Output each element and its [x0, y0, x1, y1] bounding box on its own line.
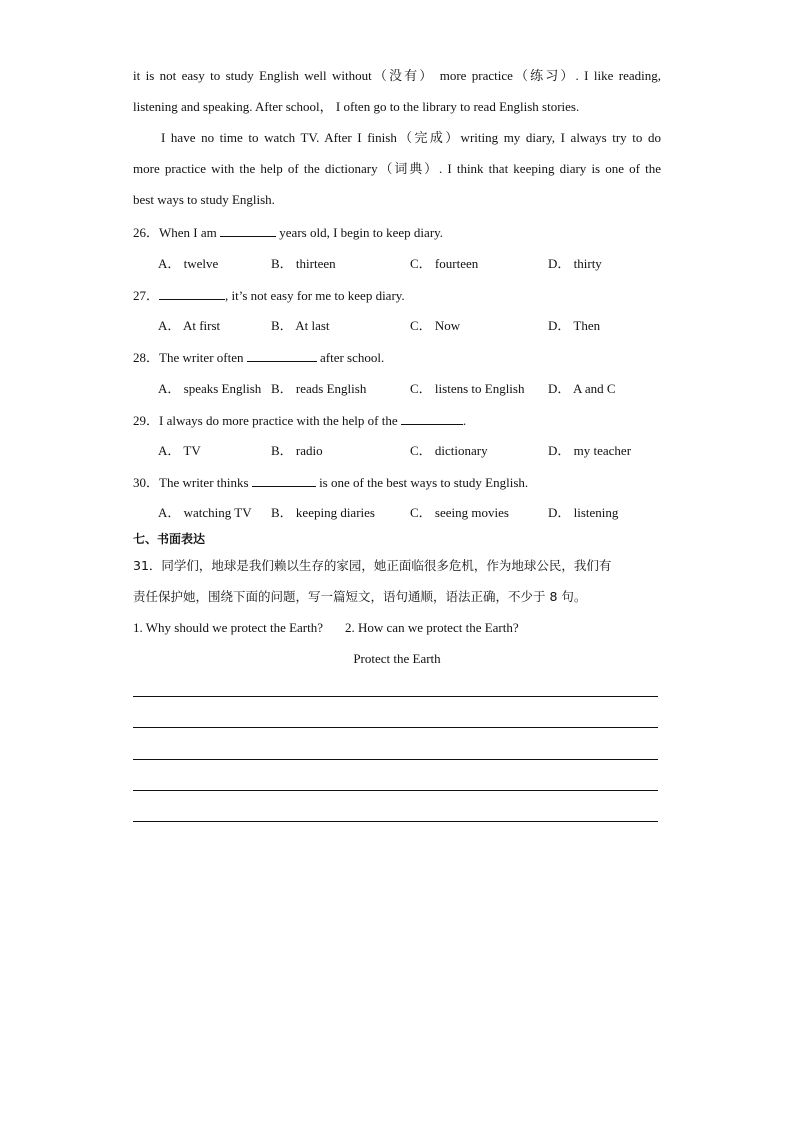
option-text: Then: [573, 318, 601, 333]
option-30-a[interactable]: [158, 505, 252, 521]
option-29-b[interactable]: [271, 443, 323, 459]
writing-question-2: 2. How can we protect the Earth?: [345, 620, 519, 635]
option-28-a[interactable]: [158, 381, 261, 397]
option-27-b[interactable]: [271, 318, 330, 334]
option-letter: B．: [271, 256, 293, 271]
question-number: 29．: [133, 413, 160, 428]
option-text: thirteen: [295, 256, 336, 271]
passage-line-1: it is not easy to study English well without（没有） more practice（练习）. I like reading,: [133, 68, 661, 83]
option-letter: B．: [271, 443, 293, 458]
question-text-before: The writer thinks: [159, 475, 252, 490]
option-27-a[interactable]: [158, 318, 220, 334]
option-letter: A．: [158, 443, 181, 458]
option-text: Now: [434, 318, 461, 333]
option-letter: B．: [271, 381, 293, 396]
writing-line-1[interactable]: [133, 696, 658, 697]
option-text: seeing movies: [434, 505, 509, 520]
option-28-d[interactable]: [548, 381, 616, 397]
option-letter: B．: [271, 318, 293, 333]
option-letter: A．: [158, 381, 181, 396]
option-letter: C．: [410, 505, 432, 520]
option-letter: C．: [410, 443, 432, 458]
writing-line-4[interactable]: [133, 790, 658, 791]
option-letter: D．: [548, 443, 571, 458]
writing-questions: [133, 620, 519, 636]
option-letter: C．: [410, 256, 432, 271]
option-text: radio: [295, 443, 323, 458]
option-28-b[interactable]: [271, 381, 366, 397]
answer-blank[interactable]: [159, 287, 225, 300]
option-text: speaks English: [183, 381, 262, 396]
answer-blank[interactable]: [247, 349, 317, 362]
option-30-b[interactable]: [271, 505, 375, 521]
option-letter: D．: [548, 256, 571, 271]
option-26-c[interactable]: [410, 256, 478, 272]
option-text: keeping diaries: [295, 505, 375, 520]
question-text-after: .: [462, 413, 467, 428]
option-text: reads English: [295, 381, 367, 396]
question-number: 28．: [133, 350, 160, 365]
option-letter: D．: [548, 318, 571, 333]
question-text-after: , it’s not easy for me to keep diary.: [225, 288, 405, 303]
option-30-c[interactable]: [410, 505, 509, 521]
option-26-d[interactable]: [548, 256, 602, 272]
option-text: dictionary: [434, 443, 488, 458]
passage-line-3: I have no time to watch TV. After I finish（完成）writing my diary, I always try to do: [161, 130, 661, 145]
option-letter: C．: [410, 381, 432, 396]
question-26: [133, 224, 443, 241]
writing-line-5[interactable]: [133, 821, 658, 822]
option-text: TV: [183, 443, 201, 458]
writing-prompt-line-1: 31．同学们，地球是我们赖以生存的家园，她正面临很多危机，作为地球公民，我们有: [133, 558, 612, 573]
option-text: my teacher: [573, 443, 632, 458]
option-26-b[interactable]: [271, 256, 336, 272]
option-letter: A．: [158, 256, 181, 271]
option-text: fourteen: [434, 256, 479, 271]
option-29-c[interactable]: [410, 443, 488, 459]
option-letter: B．: [271, 505, 293, 520]
question-text-after: years old, I begin to keep diary.: [276, 225, 444, 240]
option-text: listens to English: [434, 381, 525, 396]
option-letter: D．: [548, 381, 571, 396]
question-text-before: I always do more practice with the help of the: [159, 413, 401, 428]
answer-blank[interactable]: [220, 224, 276, 237]
passage-line-5: best ways to study English.: [133, 192, 275, 207]
option-text: At first: [182, 318, 221, 333]
section-title: 七、书面表达: [133, 532, 206, 546]
passage-line-4: more practice with the help of the dictionary（词典）. I think that keeping diary is one of the: [133, 161, 661, 176]
option-text: A and C: [572, 381, 616, 396]
question-30: [133, 474, 528, 491]
option-letter: D．: [548, 505, 571, 520]
passage-line-2: listening and speaking. After school， I often go to the library to read English stories.: [133, 99, 580, 114]
answer-blank[interactable]: [401, 412, 463, 425]
question-text-before: When I am: [159, 225, 221, 240]
option-29-a[interactable]: [158, 443, 201, 459]
option-text: listening: [573, 505, 619, 520]
option-letter: A．: [158, 318, 181, 333]
question-text-before: The writer often: [159, 350, 247, 365]
question-number: 30．: [133, 475, 160, 490]
option-28-c[interactable]: [410, 381, 524, 397]
answer-blank[interactable]: [252, 474, 316, 487]
option-27-d[interactable]: [548, 318, 600, 334]
writing-line-3[interactable]: [133, 759, 658, 760]
question-text-after: after school.: [316, 350, 385, 365]
option-text: At last: [295, 318, 330, 333]
option-27-c[interactable]: [410, 318, 460, 334]
option-29-d[interactable]: [548, 443, 631, 459]
option-letter: C．: [410, 318, 432, 333]
option-letter: A．: [158, 505, 181, 520]
question-28: [133, 349, 384, 366]
question-27: [133, 287, 405, 304]
option-text: twelve: [183, 256, 219, 271]
option-30-d[interactable]: [548, 505, 618, 521]
essay-title: Protect the Earth: [353, 651, 441, 666]
question-text-after: is one of the best ways to study English.: [315, 475, 529, 490]
question-number: 27．: [133, 288, 160, 303]
option-text: thirty: [573, 256, 602, 271]
option-26-a[interactable]: [158, 256, 218, 272]
option-text: watching TV: [183, 505, 252, 520]
writing-prompt-line-2: 责任保护她，围绕下面的问题，写一篇短文，语句通顺，语法正确，不少于 8 句。: [133, 589, 587, 604]
question-29: [133, 412, 466, 429]
question-number: 26．: [133, 225, 160, 240]
writing-line-2[interactable]: [133, 727, 658, 728]
writing-question-1: 1. Why should we protect the Earth?: [133, 620, 324, 635]
